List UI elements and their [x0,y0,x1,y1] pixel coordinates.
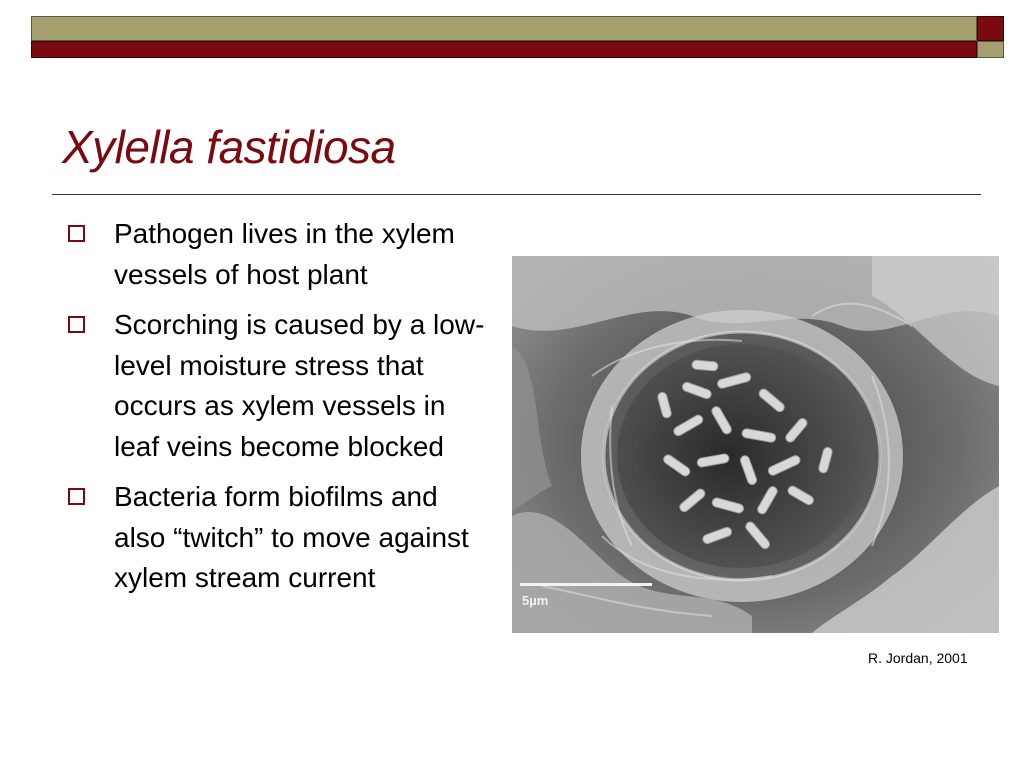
bullet-text: Scorching is caused by a low-level moisture stress that occurs as xylem vessels in leaf veins become blocked [114,309,485,462]
bullet-item [64,477,494,599]
bullet-item [64,305,494,467]
header-bar-olive [31,16,977,41]
square-bullet-icon [68,316,85,333]
square-bullet-icon [68,488,85,505]
bullet-text: Bacteria form biofilms and also “twitch” to move against xylem stream current [114,481,469,593]
header-square-olive [977,41,1004,58]
bullet-item [64,214,494,295]
image-credit: R. Jordan, 2001 [868,650,968,666]
bullet-list [64,214,494,609]
title-divider [52,194,981,195]
header-square-red [977,16,1004,41]
scale-bar-label: 5µm [522,593,549,608]
square-bullet-icon [68,225,85,242]
slide-title: Xylella fastidiosa [62,121,396,173]
bullet-text: Pathogen lives in the xylem vessels of host plant [114,218,455,290]
sem-micrograph-image [512,256,999,633]
header-bar-red [31,41,977,58]
